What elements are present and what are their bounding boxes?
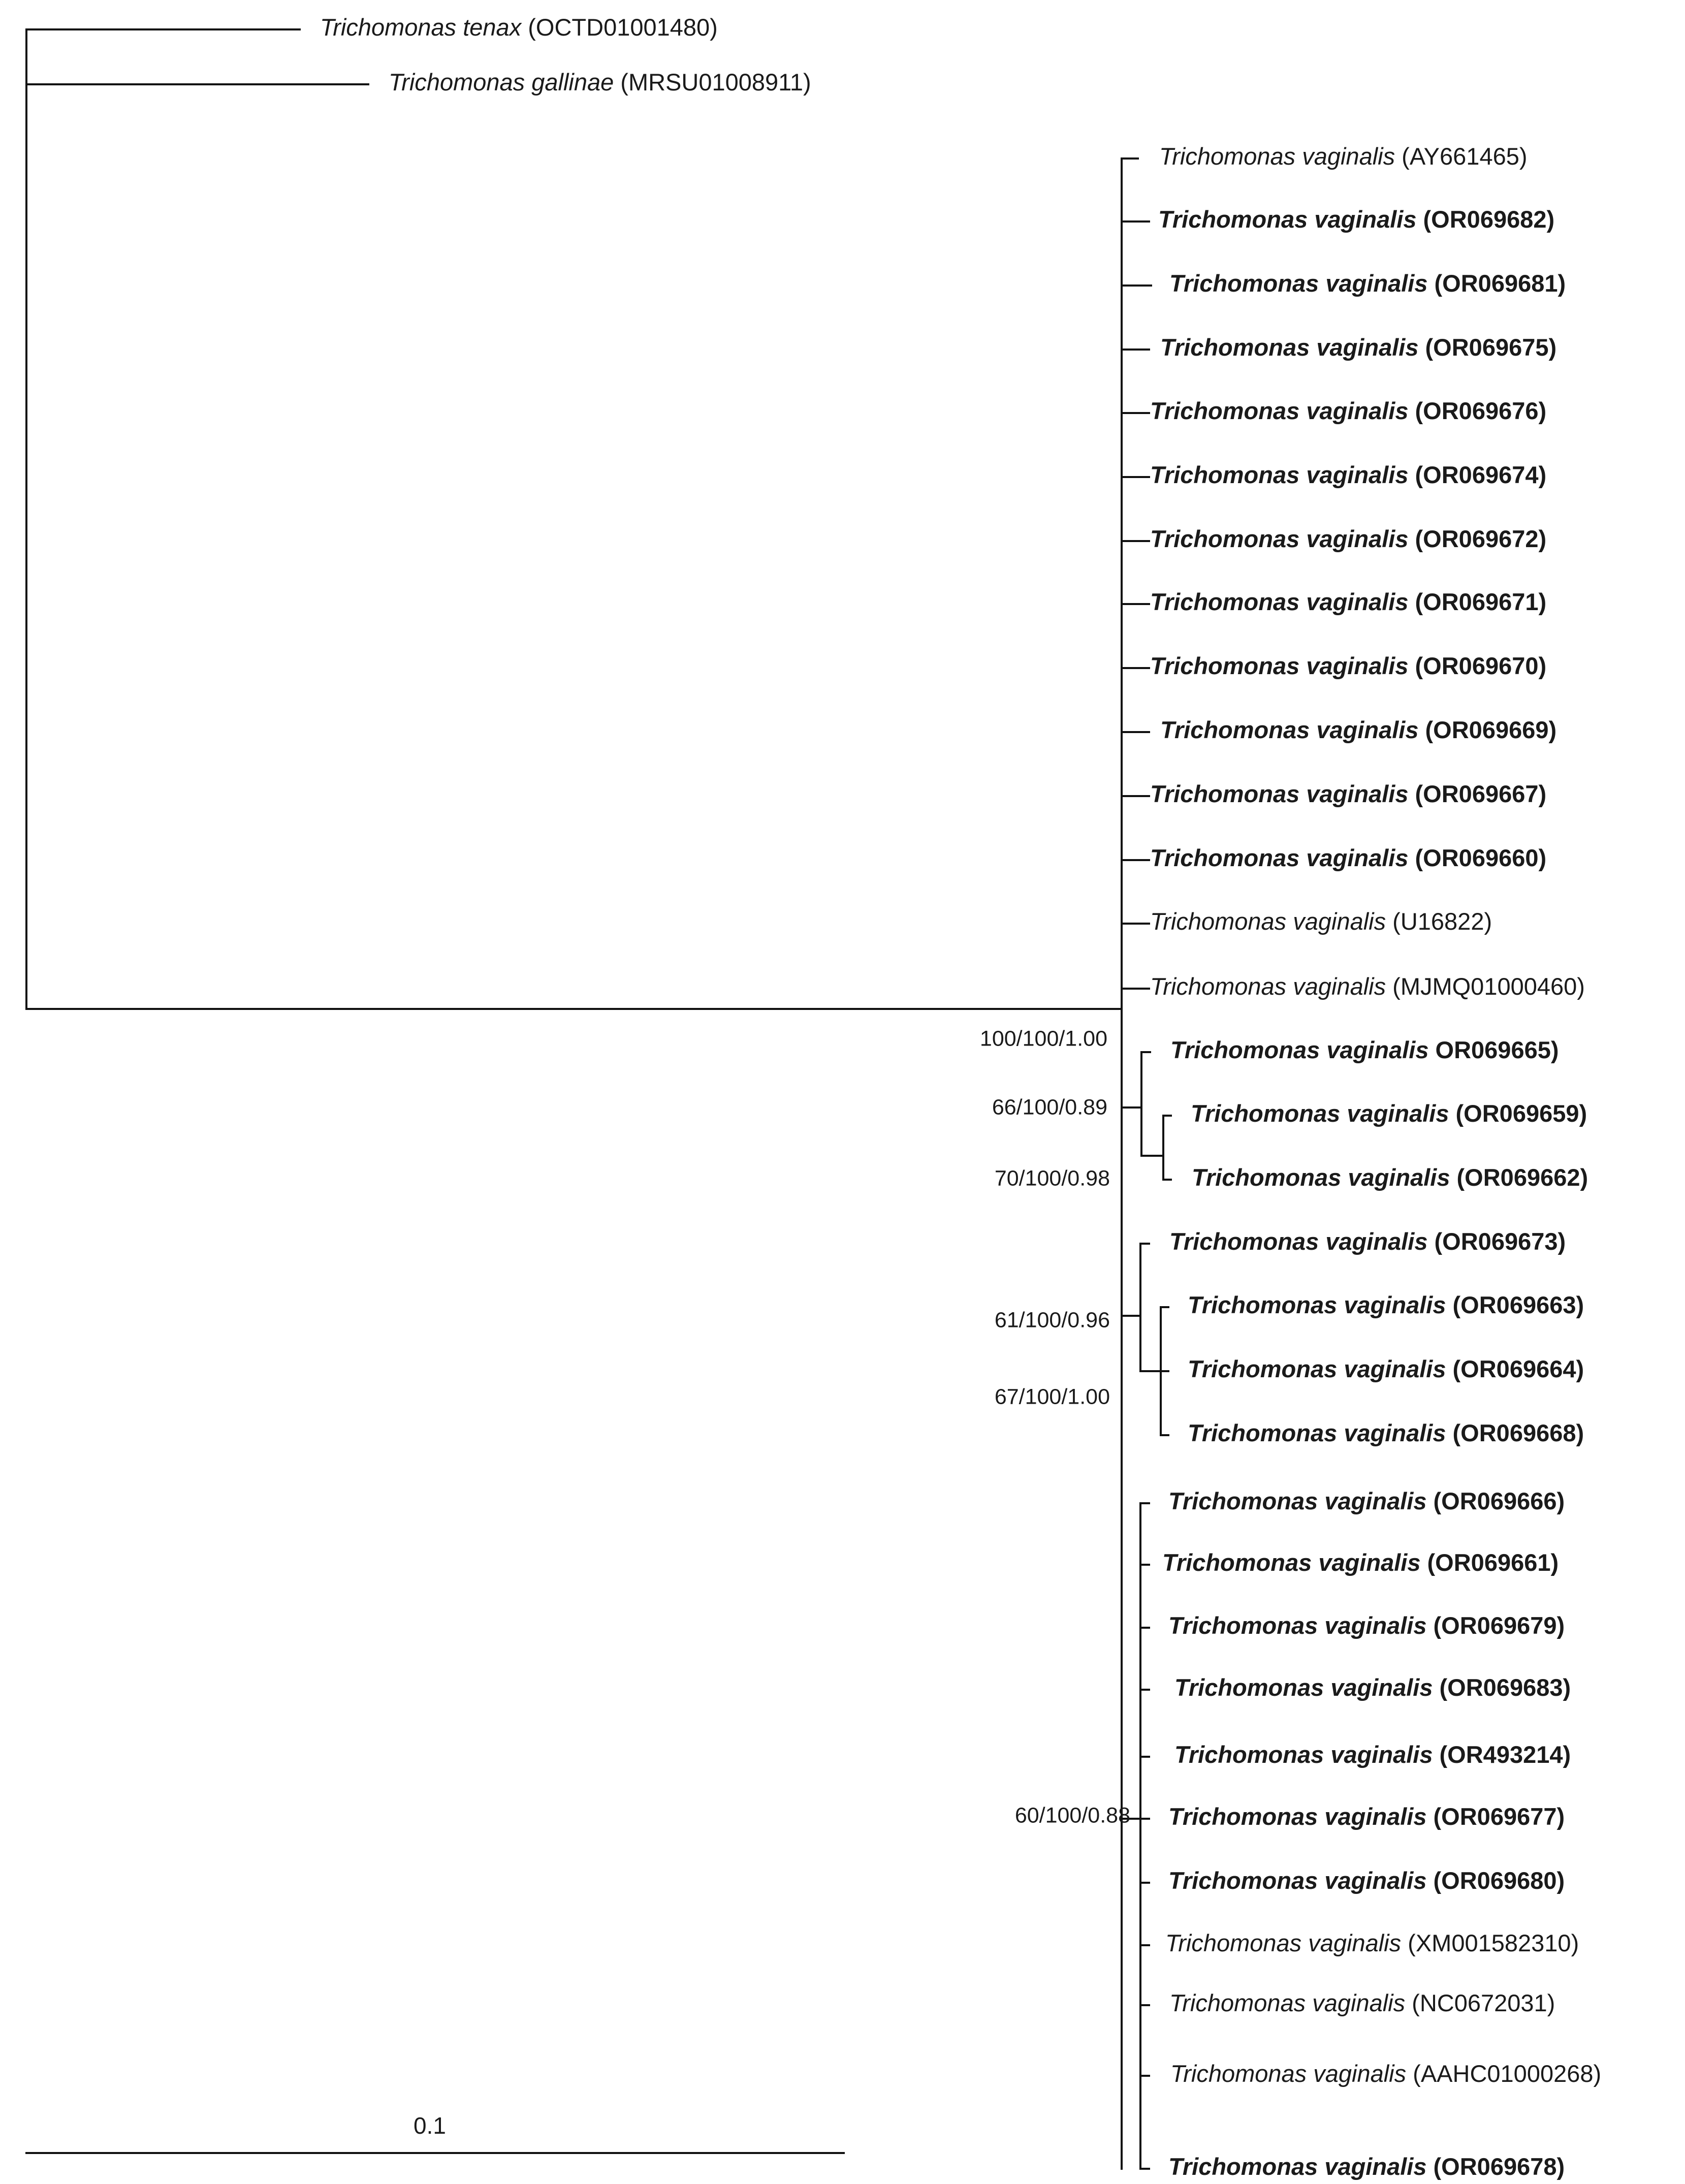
taxon-label: [1150, 780, 1546, 807]
species-name: Trichomonas vaginalis: [1169, 1228, 1428, 1255]
species-name: Trichomonas vaginalis: [1170, 1036, 1429, 1064]
accession-number: OR069665): [1428, 1036, 1559, 1064]
accession-number: (OR069674): [1408, 461, 1547, 489]
taxon-label: [1188, 1419, 1584, 1446]
accession-number: (OR069679): [1426, 1612, 1565, 1639]
taxon-label: [1150, 525, 1546, 552]
species-name: Trichomonas vaginalis: [1160, 334, 1419, 361]
taxon-label: [1160, 334, 1556, 361]
taxon-label: [320, 14, 718, 41]
accession-number: (OR069670): [1408, 652, 1547, 680]
taxon-label: [1168, 1612, 1565, 1639]
accession-number: (OR069664): [1446, 1355, 1584, 1383]
species-name: Trichomonas vaginalis: [1188, 1419, 1446, 1447]
accession-number: (OR069662): [1450, 1164, 1588, 1191]
taxon-label: [1169, 1228, 1566, 1255]
taxon-label: [1188, 1355, 1584, 1382]
species-name: Trichomonas vaginalis: [1169, 1989, 1406, 2017]
support-value: 100/100/1.00: [979, 1026, 1107, 1051]
taxon-label: [1150, 652, 1546, 679]
taxon-label: [1158, 206, 1554, 233]
taxon-label: [1150, 973, 1585, 1000]
taxon-label: [1168, 1487, 1565, 1514]
accession-number: (OR069667): [1408, 780, 1547, 808]
species-name: Trichomonas tenax: [320, 14, 522, 41]
species-name: Trichomonas vaginalis: [1168, 1487, 1427, 1515]
accession-number: (OR069676): [1408, 397, 1547, 425]
support-value: 70/100/0.98: [994, 1166, 1110, 1191]
accession-number: (OR493214): [1433, 1741, 1571, 1768]
taxon-label: [1170, 1036, 1559, 1063]
scale-bar-label: 0.1: [414, 2112, 446, 2139]
support-value: 60/100/0.88: [1014, 1803, 1130, 1828]
species-name: Trichomonas vaginalis: [1150, 844, 1409, 872]
species-name: Trichomonas vaginalis: [1150, 397, 1409, 425]
species-name: Trichomonas vaginalis: [1162, 1549, 1421, 1576]
taxon-label: [1159, 143, 1528, 170]
accession-number: (OR069663): [1446, 1291, 1584, 1319]
taxon-label: [1150, 908, 1492, 935]
accession-number: (OR069671): [1408, 588, 1547, 616]
accession-number: (OR069682): [1416, 206, 1555, 233]
species-name: Trichomonas vaginalis: [1160, 716, 1419, 744]
accession-number: (OR069659): [1449, 1100, 1587, 1127]
taxon-label: [1162, 1549, 1559, 1576]
accession-number: (AY661465): [1395, 143, 1528, 170]
species-name: Trichomonas vaginalis: [1168, 2153, 1427, 2180]
accession-number: (OR069673): [1427, 1228, 1566, 1255]
species-name: Trichomonas vaginalis: [1159, 143, 1395, 170]
species-name: Trichomonas vaginalis: [1150, 780, 1409, 808]
accession-number: (OR069675): [1418, 334, 1557, 361]
species-name: Trichomonas vaginalis: [1168, 1803, 1427, 1830]
accession-number: (OCTD01001480): [521, 14, 718, 41]
taxon-label: [1188, 1291, 1584, 1318]
taxon-label: [1168, 1867, 1565, 1894]
taxon-label: [1150, 588, 1546, 615]
species-name: Trichomonas vaginalis: [1174, 1674, 1433, 1701]
support-value: 66/100/0.89: [992, 1095, 1107, 1120]
taxon-label: [1150, 397, 1546, 424]
species-name: Trichomonas vaginalis: [1169, 270, 1428, 297]
species-name: Trichomonas vaginalis: [1165, 1929, 1402, 1957]
taxon-label: [1168, 2153, 1565, 2180]
species-name: Trichomonas vaginalis: [1170, 2060, 1407, 2087]
taxon-label: [1150, 461, 1546, 488]
taxon-label: [1174, 1741, 1571, 1768]
accession-number: (OR069660): [1408, 844, 1547, 872]
species-name: Trichomonas vaginalis: [1150, 461, 1409, 489]
accession-number: (OR069681): [1427, 270, 1566, 297]
accession-number: (NC0672031): [1405, 1989, 1555, 2017]
accession-number: (MRSU01008911): [614, 69, 811, 96]
accession-number: (OR069677): [1426, 1803, 1565, 1830]
species-name: Trichomonas vaginalis: [1150, 973, 1386, 1000]
species-name: Trichomonas vaginalis: [1150, 525, 1409, 553]
accession-number: (OR069683): [1433, 1674, 1571, 1701]
accession-number: (OR069666): [1426, 1487, 1565, 1515]
taxon-label: [1169, 270, 1566, 297]
taxon-label: [1170, 2060, 1601, 2087]
species-name: Trichomonas vaginalis: [1168, 1867, 1427, 1894]
accession-number: (XM001582310): [1401, 1929, 1579, 1957]
species-name: Trichomonas vaginalis: [1188, 1291, 1446, 1319]
accession-number: (OR069669): [1418, 716, 1557, 744]
taxon-label: [389, 69, 811, 96]
species-name: Trichomonas vaginalis: [1174, 1741, 1433, 1768]
taxon-label: [1168, 1803, 1565, 1830]
taxon-label: [1160, 716, 1556, 743]
taxon-label: [1165, 1929, 1579, 1956]
taxon-label: [1174, 1674, 1571, 1701]
species-name: Trichomonas vaginalis: [1168, 1612, 1427, 1639]
species-name: Trichomonas vaginalis: [1158, 206, 1417, 233]
taxon-label: [1191, 1100, 1587, 1127]
accession-number: (OR069672): [1408, 525, 1547, 553]
species-name: Trichomonas vaginalis: [1150, 588, 1409, 616]
accession-number: (OR069680): [1426, 1867, 1565, 1894]
accession-number: (OR069678): [1426, 2153, 1565, 2180]
accession-number: (OR069668): [1446, 1419, 1584, 1447]
accession-number: (OR069661): [1420, 1549, 1559, 1576]
species-name: Trichomonas vaginalis: [1192, 1164, 1450, 1191]
species-name: Trichomonas gallinae: [389, 69, 614, 96]
accession-number: (MJMQ01000460): [1386, 973, 1585, 1000]
accession-number: (U16822): [1386, 908, 1492, 935]
support-value: 61/100/0.96: [994, 1308, 1110, 1333]
species-name: Trichomonas vaginalis: [1150, 908, 1386, 935]
taxon-label: [1192, 1164, 1588, 1191]
taxon-label: [1169, 1989, 1555, 2016]
species-name: Trichomonas vaginalis: [1191, 1100, 1449, 1127]
taxon-label: [1150, 844, 1546, 871]
accession-number: (AAHC01000268): [1406, 2060, 1602, 2087]
species-name: Trichomonas vaginalis: [1188, 1355, 1446, 1383]
support-value: 67/100/1.00: [994, 1384, 1110, 1409]
species-name: Trichomonas vaginalis: [1150, 652, 1409, 680]
